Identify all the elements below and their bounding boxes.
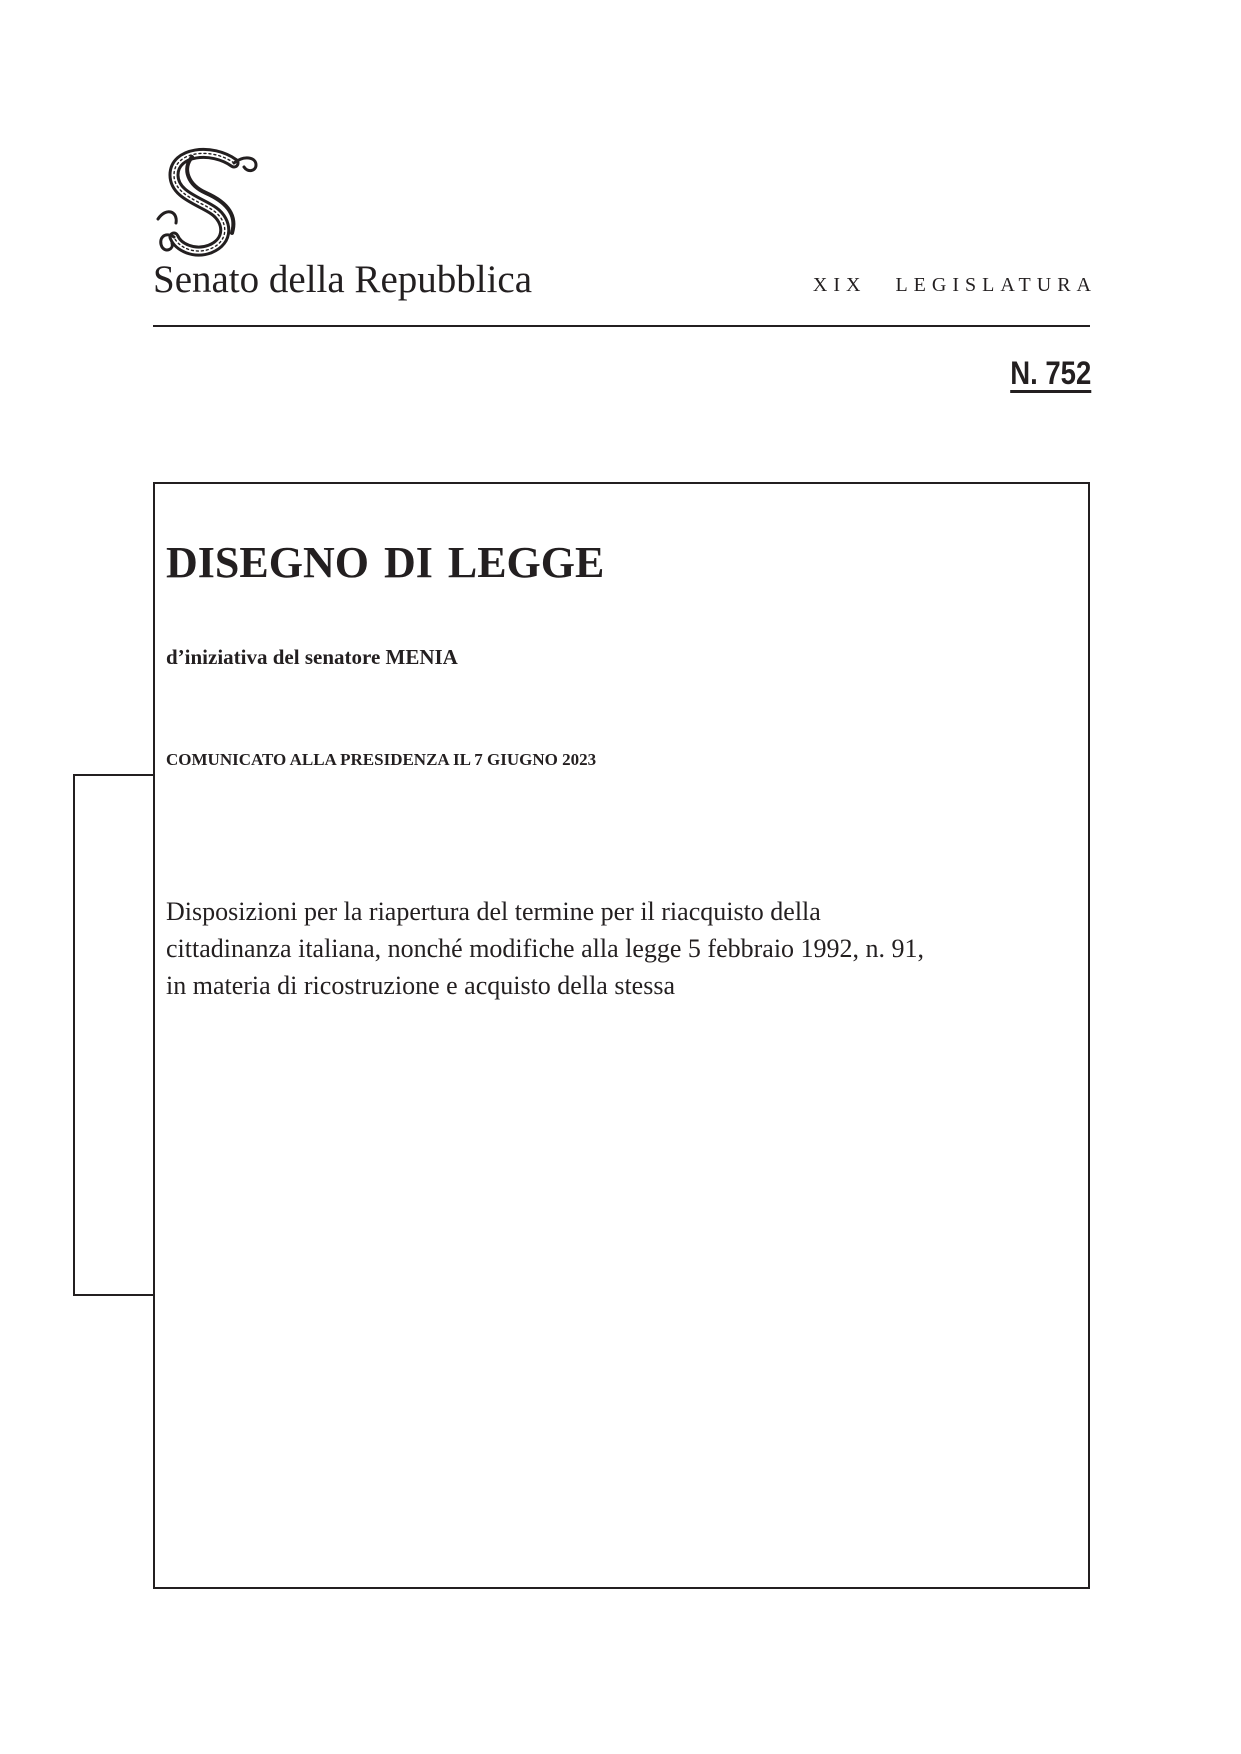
- bill-title-line: in materia di ricostruzione e acquisto della stessa: [166, 971, 675, 1000]
- initiative-line: d’iniziativa del senatore MENIA: [166, 645, 458, 669]
- institution-name: Senato della Repubblica: [153, 258, 533, 301]
- legislature-header: [812, 273, 1097, 297]
- bill-title: [166, 893, 1066, 1004]
- document-number: N. 752: [1009, 355, 1091, 391]
- legislature-term: XIX: [812, 274, 867, 296]
- header-divider: [153, 325, 1090, 327]
- bill-title-line: Disposizioni per la riapertura del termine per il riacquisto della: [166, 897, 821, 926]
- side-bracket: [73, 774, 153, 1296]
- document-type-heading: DISEGNO DI LEGGE: [166, 538, 605, 587]
- bill-title-line: cittadinanza italiana, nonché modifiche alla legge 5 febbraio 1992, n. 91,: [166, 934, 925, 963]
- communication-date: COMUNICATO ALLA PRESIDENZA IL 7 GIUGNO 2023: [166, 750, 597, 769]
- legislature-label: LEGISLATURA: [895, 274, 1097, 296]
- senate-s-monogram-icon: [152, 145, 270, 263]
